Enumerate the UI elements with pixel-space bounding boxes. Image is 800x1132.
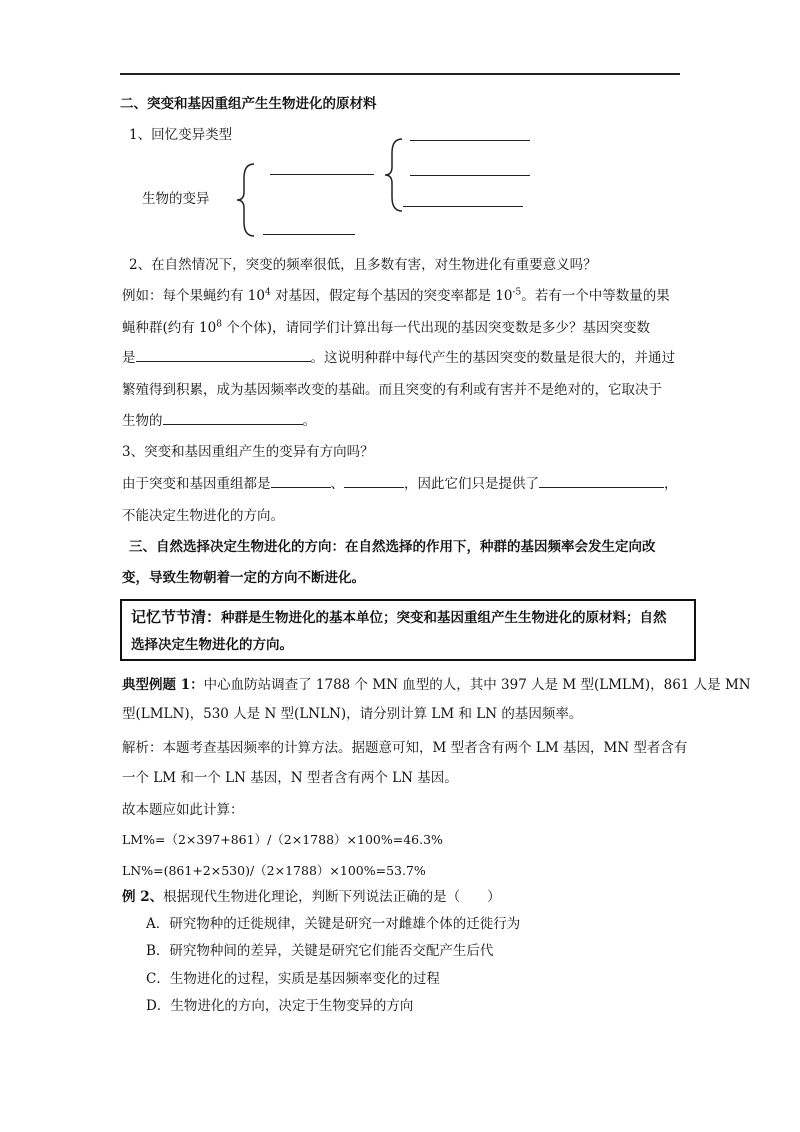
example-line-5-a: 生物的 xyxy=(122,413,163,429)
variation-label: 生物的变异 xyxy=(142,191,210,207)
example-line-2-a: 蝇种群(约有 10 xyxy=(122,320,217,336)
blank-variation-type-1[interactable] xyxy=(270,174,374,175)
example-line-1-b: 对基因，假定每个基因的突变率都是 10 xyxy=(270,288,513,304)
top-rule xyxy=(120,73,680,75)
example-line-4: 繁殖得到积累，成为基因频率改变的基础。而且突变的有利或有害并不是绝对的，它取决于 xyxy=(122,382,662,398)
option-b[interactable]: B．研究物种间的差异，关键是研究它们能否交配产生后代 xyxy=(146,943,494,959)
option-c[interactable]: C．生物进化的过程，实质是基因频率变化的过程 xyxy=(146,971,440,987)
analysis-line-2: 一个 LM 和一个 LN 基因，N 型者含有两个 LN 基因。 xyxy=(122,770,458,786)
calc-intro: 故本题应如此计算： xyxy=(122,802,244,818)
example-2-question xyxy=(122,887,501,907)
question-3-answer-2: 不能决定生物进化的方向。 xyxy=(122,508,284,524)
example-line-1 xyxy=(122,286,670,306)
example-line-3 xyxy=(122,348,675,368)
memory-line-2: 选择决定生物进化的方向。 xyxy=(131,637,293,653)
example-2-label: 例 2、 xyxy=(122,889,164,905)
example-line-1-c: 。若有一个中等数量的果 xyxy=(521,288,670,304)
blank-living-environment[interactable] xyxy=(163,411,303,425)
exponent-4: 4 xyxy=(264,287,271,298)
example-line-1-a: 例如：每个果蝇约有 10 xyxy=(122,288,265,304)
exponent-minus-5: -5 xyxy=(512,287,522,298)
example-1-line-1 xyxy=(122,675,751,695)
q3-text-c: ，因此它们只是提供了 xyxy=(404,476,539,492)
q3-text-d: ， xyxy=(664,476,678,492)
question-3-answer-1 xyxy=(122,474,678,494)
example-line-2-b: 个个体)，请同学们计算出每一代出现的基因突变数是多少？基因突变数 xyxy=(221,320,651,336)
question-1: 1、回忆变异类型 xyxy=(129,127,233,143)
example-1-line-2: 型(LMLN)，530 人是 N 型(LNLN)，请分别计算 LM 和 LN 的基因频率。 xyxy=(122,706,583,722)
blank-raw-material[interactable] xyxy=(539,474,664,488)
option-a[interactable]: A．研究物种的迁徙规律，关键是研究一对雌雄个体的迁徙行为 xyxy=(146,916,521,932)
blank-undirected[interactable] xyxy=(344,474,404,488)
question-2: 2、在自然情况下，突变的频率很低，且多数有害，对生物进化有重要意义吗？ xyxy=(129,257,597,273)
right-brace xyxy=(382,136,406,214)
example-1-label: 典型例题 1： xyxy=(122,677,204,693)
memory-label: 记忆节节清： xyxy=(131,608,222,626)
formula-ln: LN%=(861+2×530)/（2×1788）×100%=53.7% xyxy=(122,863,426,878)
section-3-heading-line-2: 变，导致生物朝着一定的方向不断进化。 xyxy=(122,570,365,586)
example-line-5 xyxy=(122,411,316,431)
memory-line-1 xyxy=(131,607,667,628)
section-3-heading-line-1: 三、自然选择决定生物进化的方向：在自然选择的作用下，种群的基因频率会发生定向改 xyxy=(129,539,656,555)
option-d[interactable]: D．生物进化的方向，决定于生物变异的方向 xyxy=(146,998,414,1014)
blank-subtype-1[interactable] xyxy=(410,140,530,141)
example-line-3-a: 是 xyxy=(122,350,136,366)
blank-subtype-2[interactable] xyxy=(410,175,530,176)
q3-text-b: 、 xyxy=(330,476,344,492)
blank-subtype-3[interactable] xyxy=(403,206,523,207)
formula-lm: LM%=（2×397+861）/（2×1788）×100%=46.3% xyxy=(122,832,443,847)
example-1-line-1-rest: 中心血防站调查了 1788 个 MN 血型的人，其中 397 人是 M 型(LMLM)，861 人是 MN xyxy=(203,677,751,693)
blank-random[interactable] xyxy=(271,474,331,488)
exponent-8: 8 xyxy=(216,319,222,330)
blank-mutation-count[interactable] xyxy=(136,348,311,362)
example-line-2 xyxy=(122,318,650,338)
blank-variation-type-2[interactable] xyxy=(263,234,355,235)
example-2-question-text: 根据现代生物进化理论，判断下列说法正确的是（ ） xyxy=(163,889,501,905)
example-line-5-b: 。 xyxy=(302,413,316,429)
example-line-3-b: 。这说明种群中每代产生的基因突变的数量是很大的，并通过 xyxy=(310,350,675,366)
memory-line-1-rest: 种群是生物进化的基本单位；突变和基因重组产生生物进化的原材料；自然 xyxy=(221,610,667,626)
analysis-line-1: 解析：本题考查基因频率的计算方法。据题意可知，M 型者含有两个 LM 基因，MN 型者含有 xyxy=(122,740,688,756)
section-2-heading: 二、突变和基因重组产生生物进化的原材料 xyxy=(120,96,377,112)
question-3: 3、突变和基因重组产生的变异有方向吗？ xyxy=(122,444,374,460)
q3-text-a: 由于突变和基因重组都是 xyxy=(122,476,271,492)
left-brace xyxy=(234,160,258,240)
